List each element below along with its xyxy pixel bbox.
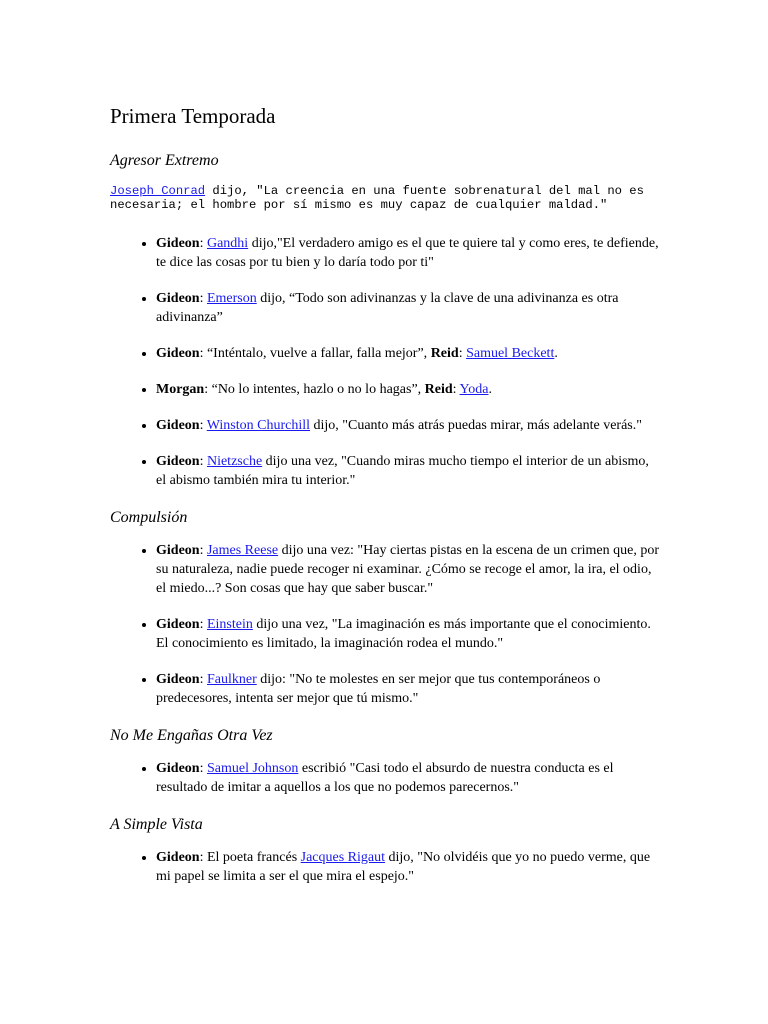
author-link[interactable]: Jacques Rigaut: [300, 850, 386, 865]
quote-item: • Gideon: Gandhi dijo,"El verdadero amigo es el que te quiere tal y como eres, te defiende, te dice las cosas por tu bien y lo daría todo por ti": [156, 234, 662, 272]
document-page: [110, 102, 662, 903]
page-title: Primera Temporada: [110, 104, 276, 128]
quote-item: • Morgan: “No lo intentes, hazlo o no lo hagas”, Reid: Yoda.: [156, 380, 662, 399]
quote-author-link[interactable]: Joseph Conrad: [110, 184, 206, 198]
author-link[interactable]: Winston Churchill: [206, 418, 310, 433]
quote-list: [110, 234, 662, 490]
quote-list: [110, 541, 662, 708]
quote-item: • Gideon: Emerson dijo, “Todo son adivinanzas y la clave de una adivinanza es otra adivinanza”: [156, 289, 662, 327]
author-link[interactable]: Faulkner: [206, 672, 257, 687]
quote-item: • Gideon: “Inténtalo, vuelve a fallar, falla mejor”, Reid: Samuel Beckett.: [156, 344, 662, 363]
quote-item: • Gideon: El poeta francés Jacques Rigaut dijo, "No olvidéis que yo no puedo verme, que mi papel se limita a ser el que mira el espejo.": [156, 848, 662, 886]
section-heading: Compulsión: [110, 509, 188, 526]
author-link[interactable]: Emerson: [206, 291, 257, 306]
quote-item: • Gideon: Samuel Johnson escribió "Casi todo el absurdo de nuestra conducta es el resultado de imitar a aquellos a los que no podemos parecernos.": [156, 759, 662, 797]
section-heading: A Simple Vista: [110, 816, 203, 833]
quote-list: [110, 759, 662, 797]
author-link[interactable]: Gandhi: [206, 236, 249, 251]
author-link[interactable]: Samuel Johnson: [206, 761, 299, 776]
author-link[interactable]: Yoda: [459, 382, 489, 397]
quote-item: • Gideon: Nietzsche dijo una vez, "Cuando miras mucho tiempo el interior de un abismo, el abismo también mira tu interior.": [156, 452, 662, 490]
author-link[interactable]: Samuel Beckett: [466, 346, 555, 361]
quote-item: • Gideon: James Reese dijo una vez: "Hay ciertas pistas en la escena de un crimen que, por su naturaleza, nadie puede recoger ni examinar. ¿Cómo se recoge el amor, la ira, el odio, el miedo...? Son cosas que hay que saber buscar.": [156, 541, 662, 598]
intro-quote: Joseph Conrad dijo, "La creencia en una fuente sobrenatural del mal no es necesaria; el hombre por sí mismo es muy capaz de cualquier maldad.": [110, 184, 644, 212]
quote-item: • Gideon: Winston Churchill dijo, "Cuanto más atrás puedas mirar, más adelante verás.": [156, 416, 662, 435]
section-heading: Agresor Extremo: [110, 152, 219, 169]
section-heading: No Me Engañas Otra Vez: [110, 727, 273, 744]
quote-item: • Gideon: Einstein dijo una vez, "La imaginación es más importante que el conocimiento. El conocimiento es limitado, la imaginación rodea el mundo.": [156, 615, 662, 653]
quote-item: • Gideon: Faulkner dijo: "No te molestes en ser mejor que tus contemporáneos o predecesores, intenta ser mejor que tú mismo.": [156, 670, 662, 708]
author-link[interactable]: James Reese: [206, 543, 279, 558]
author-link[interactable]: Nietzsche: [206, 454, 263, 469]
quote-list: [110, 848, 662, 886]
author-link[interactable]: Einstein: [206, 617, 253, 632]
